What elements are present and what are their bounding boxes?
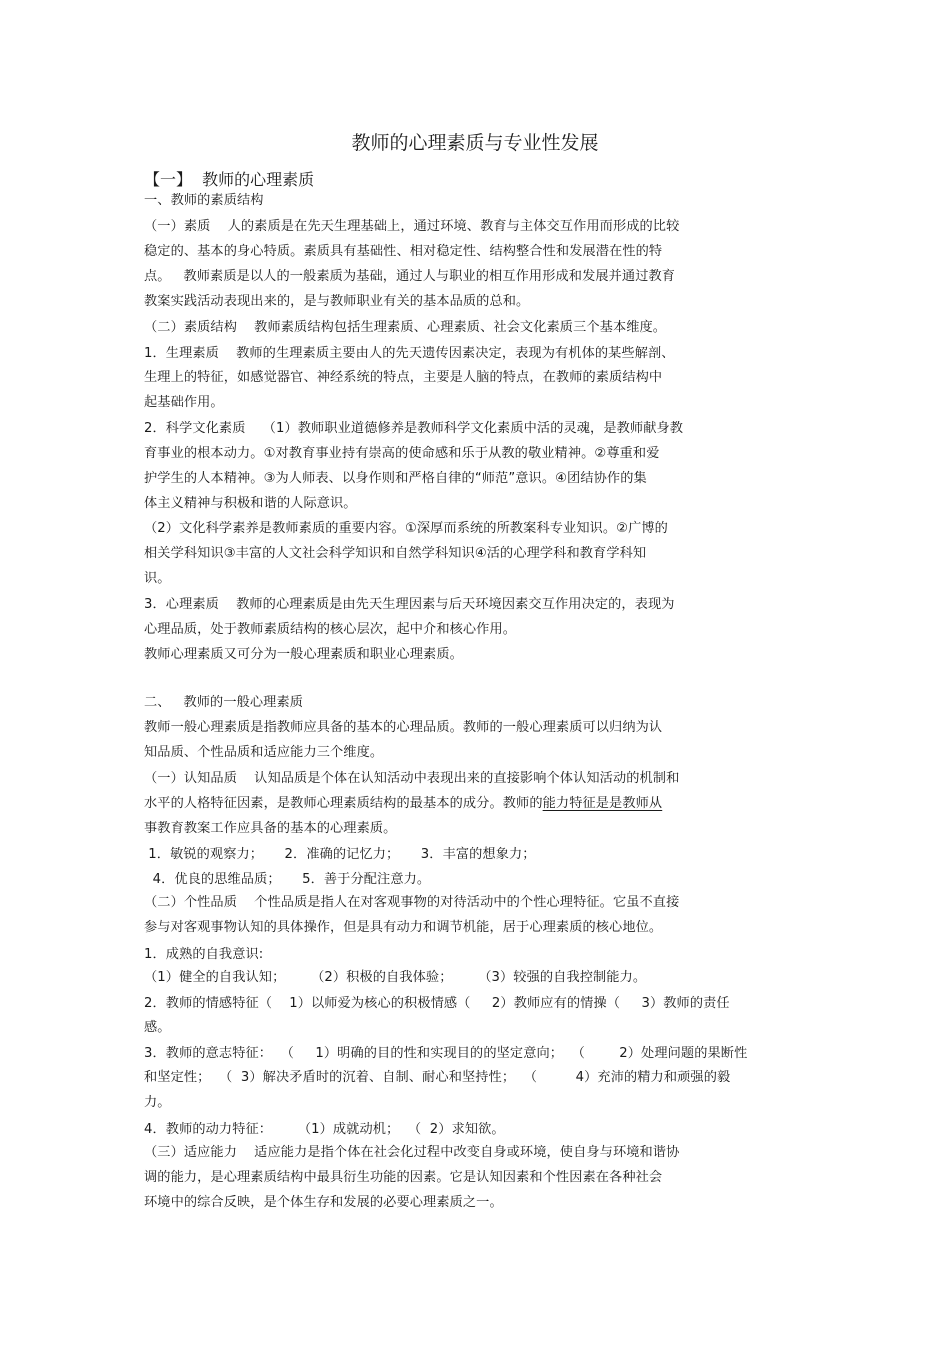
text-line: 相关学科知识③丰富的人文社会科学知识和自然学科知识④活的心理学科和教育学科知 [144, 546, 647, 561]
text-line: 教师一般心理素质是指教师应具备的基本的心理品质。教师的一般心理素质可以归纳为认 [144, 720, 663, 735]
text-line: 参与对客观事物认知的具体操作，但是具有动力和调节机能，居于心理素质的核心地位。 [144, 920, 663, 935]
list-line: 1．敏锐的观察力； 2．准确的记忆力； 3．丰富的想象力； [144, 847, 536, 862]
text-line [144, 796, 662, 812]
text-line: 稳定的、基本的身心特质。素质具有基础性、相对稳定性、结构整合性和发展潜在性的特 [144, 244, 663, 259]
text-line: 知品质、个性品质和适应能力三个维度。 [144, 745, 384, 760]
text-line: 心理品质，处于教师素质结构的核心层次，起中介和核心作用。 [144, 622, 517, 637]
text-line: （一）素质 人的素质是在先天生理基础上，通过环境、教育与主体交互作用而形成的比较 [144, 219, 680, 234]
part-heading: 【一】 教师的心理素质 [144, 170, 315, 189]
text-line: 调的能力，是心理素质结构中最具衍生功能的因素。它是认知因素和个性因素在各种社会 [144, 1170, 663, 1185]
text-line: 点。 教师素质是以人的一般素质为基础，通过人与职业的相互作用形成和发展并通过教育 [144, 269, 676, 284]
text-line: 2．教师的情感特征（ 1）以师爱为核心的积极情感（ 2）教师应有的情操（ 3）教师的责任 [144, 996, 730, 1011]
list-line: （1）健全的自我认知； （2）积极的自我体验； （3）较强的自我控制能力。 [144, 970, 647, 985]
document-title: 教师的心理素质与专业性发展 [351, 132, 599, 154]
text-line: 1．成熟的自我意识: [144, 947, 264, 962]
section-heading: 二、 教师的一般心理素质 [144, 695, 304, 710]
text-line: 起基础作用。 [144, 395, 224, 410]
text-line: 教案实践活动表现出来的，是与教师职业有关的基本品质的总和。 [144, 294, 530, 309]
text-line: 3．教师的意志特征： （ 1）明确的目的性和实现目的的坚定意向； （ 2）处理问题的果断性 [144, 1046, 748, 1061]
list-line: 4．优良的思维品质； 5．善于分配注意力。 [144, 872, 431, 887]
text-line: （二）素质结构 教师素质结构包括生理素质、心理素质、社会文化素质三个基本维度。 [144, 320, 667, 335]
text-line: 生理上的特征，如感觉器官、神经系统的特点，主要是人脑的特点，在教师的素质结构中 [144, 370, 663, 385]
text-line: 教师心理素质又可分为一般心理素质和职业心理素质。 [144, 647, 463, 662]
text-line: 识。 [144, 571, 171, 586]
text-line: （三）适应能力 适应能力是指个体在社会化过程中改变自身或环境，使自身与环境和谐协 [144, 1145, 680, 1160]
underlined-phrase: 能力特征是是教师从 [542, 796, 663, 811]
text-line: 体主义精神与积极和谐的人际意识。 [144, 496, 357, 511]
text-line: 力。 [144, 1095, 171, 1110]
text-line: 环境中的综合反映，是个体生存和发展的必要心理素质之一。 [144, 1195, 503, 1210]
text-line: （2）文化科学素养是教师素质的重要内容。①深厚而系统的所教案科专业知识。②广博的 [144, 521, 668, 536]
text-line: 事教育教案工作应具备的基本的心理素质。 [144, 821, 397, 836]
text-line: （一）认知品质 认知品质是个体在认知活动中表现出来的直接影响个体认知活动的机制和 [144, 771, 680, 786]
text-line: 和坚定性； （ 3）解决矛盾时的沉着、自制、耐心和坚持性； （ 4）充沛的精力和顽强的毅 [144, 1070, 731, 1085]
text-line: 感。 [144, 1020, 171, 1035]
section-heading: 一、教师的素质结构 [144, 193, 264, 208]
text-line: 3．心理素质 教师的心理素质是由先天生理因素与后天环境因素交互作用决定的，表现为 [144, 597, 675, 612]
text-line: 2．科学文化素质 （1）教师职业道德修养是教师科学文化素质中活的灵魂，是教师献身教 [144, 421, 684, 436]
text-line: 1．生理素质 教师的生理素质主要由人的先天遗传因素决定，表现为有机体的某些解剖、 [144, 346, 675, 361]
text-line: （二）个性品质 个性品质是指人在对客观事物的对待活动中的个性心理特征。它虽不直接 [144, 895, 680, 910]
text-line: 育事业的根本动力。①对教育事业持有崇高的使命感和乐于从教的敬业精神。②尊重和爱 [144, 446, 660, 461]
text-segment: 水平的人格特征因素，是教师心理素质结构的最基本的成分。教师的 [144, 796, 543, 811]
text-line: 护学生的人本精神。③为人师表、以身作则和严格自律的“师范”意识。④团结协作的集 [144, 471, 647, 486]
text-line: 4．教师的动力特征： （1）成就动机； （ 2）求知欲。 [144, 1122, 505, 1137]
